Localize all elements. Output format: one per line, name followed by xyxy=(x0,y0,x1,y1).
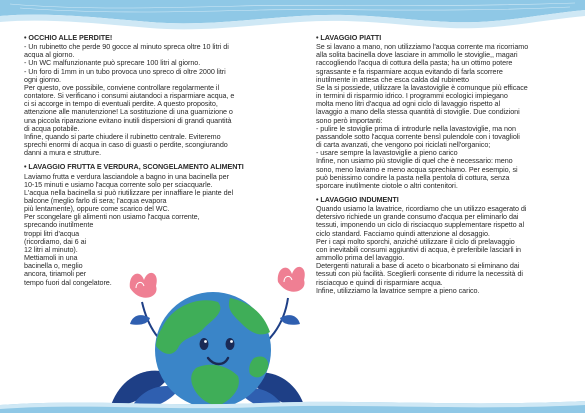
text-line: sono, meno laviamo e meno acqua sprechiamo. Per esempio, si xyxy=(316,164,518,174)
text-line: bacinella o, meglio xyxy=(24,261,83,271)
dishes-body xyxy=(316,43,566,190)
text-line: tessuti con più facilità. Sceglierli consente di ridurre la necessità di xyxy=(316,269,523,279)
text-line: Se si lavano a mano, non utilizziamo l'acqua corrente ma ricorriamo xyxy=(316,42,529,52)
text-line: - Un foro di 1mm in un tubo provoca uno spreco di oltre 2000 litri xyxy=(24,66,226,76)
text-line: molta meno litri d'acqua ad ogni ciclo di lavaggio rispetto al xyxy=(316,99,501,109)
dishes-section xyxy=(316,34,566,190)
text-line: Per scongelare gli alimenti non usiamo l'acqua corrente, xyxy=(24,212,200,222)
text-line: Laviamo frutta e verdura lasciandole a bagno in una bacinella per xyxy=(24,171,229,181)
text-line: - usare sempre la lavastoviglie a pieno carico xyxy=(316,148,458,158)
text-line: sprecando inutilmente xyxy=(24,220,94,230)
text-line: - Un rubinetto che perde 90 gocce al minuto spreca oltre 10 litri di xyxy=(24,42,229,52)
leaks-body xyxy=(24,43,294,157)
text-line: tempo fuori dal congelatore. xyxy=(24,277,112,287)
text-line: Se la si possiede, utilizzare la lavastoviglie è comunque più efficace xyxy=(316,82,528,92)
text-line: ammollo prima del lavaggio. xyxy=(316,253,405,263)
leaf-left-icon xyxy=(110,371,172,408)
text-line: di carta avanzati, che vengono poi riciclati nell'organico; xyxy=(316,140,491,150)
text-line: ancora, tiriamoli per xyxy=(24,269,87,279)
text-line: Per questo, ove possibile, conviene controllare regolarmente il xyxy=(24,82,220,92)
text-line: - Un WC malfunzionante può sprecare 100 litri al giorno. xyxy=(24,58,201,68)
text-line: Quando usiamo la lavatrice, ricordiamo che un utilizzo esagerato di xyxy=(316,204,527,214)
text-line: tessuti, imponendo un ciclo di risciacquo supplementare rispetto al xyxy=(316,220,524,230)
dishes-title: • LAVAGGIO PIATTI xyxy=(316,33,382,42)
veg-body xyxy=(24,173,294,287)
earth-globe-icon xyxy=(155,292,271,408)
text-line: più lentamente), oppure come scarico del WC. xyxy=(24,204,170,214)
leaks-section xyxy=(24,34,294,157)
text-line: acqua al giorno. xyxy=(24,50,75,60)
text-line: con inevitabili consumi aggiuntivi di acqua, è preferibile lasciarli in xyxy=(316,244,521,254)
text-line: passandole sotto l'acqua corrente bensì pulendole con i tovaglioli xyxy=(316,131,520,141)
text-line: troppi litri d'acqua xyxy=(24,228,80,238)
text-line: 12 litri al minuto). xyxy=(24,244,78,254)
leaf-right-icon xyxy=(246,373,305,408)
text-line: lavaggio a mano della stessa quantità di stoviglie. Due condizioni xyxy=(316,107,520,117)
text-line: 10-15 minuti e usiamo l'acqua corrente solo per sciacquarle. xyxy=(24,179,213,189)
earth-face-icon xyxy=(200,338,235,364)
text-line: può benissimo condire la pasta nella pentola di cottura, senza xyxy=(316,172,510,182)
text-line: Detergenti naturali a base di aceto o bicarbonato si eliminano dai xyxy=(316,261,520,271)
text-line: sprechi enormi di acqua in caso di guasti o perdite, scongiurando xyxy=(24,140,228,150)
text-line: ciclo standard. Facciamo quindi attenzione al dosaggio. xyxy=(316,228,490,238)
text-line: Infine, quando si parte chiudere il rubinetto centrale. Eviteremo xyxy=(24,131,221,141)
bottom-wave-decoration xyxy=(0,393,585,413)
veg-section xyxy=(24,163,294,286)
text-line: raccogliendo l'acqua di cottura della pasta; ha un ottimo potere xyxy=(316,58,513,68)
top-wave-decoration xyxy=(0,0,585,34)
leaks-title: • OCCHIO ALLE PERDITE! xyxy=(24,33,113,42)
text-line: alla solita bacinella dove lasciare in ammollo le stoviglie,, magari xyxy=(316,50,518,60)
text-line: Infine, utilizziamo la lavatrice sempre a pieno carico. xyxy=(316,285,480,295)
text-line: Per i capi molto sporchi, anziché utilizzare il ciclo di prelavaggio xyxy=(316,236,515,246)
veg-title: • LAVAGGIO FRUTTA E VERDURA, SCONGELAMENTO ALIMENTI xyxy=(24,162,244,172)
text-line: inutilmente in attesa che esca calda dal rubinetto xyxy=(316,74,469,84)
text-line: (ricordiamo, dai 6 ai xyxy=(24,236,87,246)
laundry-body xyxy=(316,205,566,295)
text-line: una piccola riparazione evitano inutili dispersioni di grandi quantità xyxy=(24,115,232,125)
left-column xyxy=(24,34,294,293)
right-column xyxy=(316,34,566,301)
text-line: detersivo richiede un grande consumo d'acqua per eliminarlo dai xyxy=(316,212,519,222)
text-line: di acqua potabile. xyxy=(24,123,80,133)
text-line: Infine, non usiamo più stoviglie di quel che è necessario: meno xyxy=(316,156,513,166)
text-line: contatore. Si verificano i consumi aiutandoci a risparmiare acqua, e xyxy=(24,91,235,101)
text-line: in termini di risparmio idrico. I programmi ecologici impiegano xyxy=(316,91,508,101)
text-line: sgrassante e fa risparmiare acqua evitando di farla scorrere xyxy=(316,66,503,76)
leaf-left-inner-icon xyxy=(130,386,180,410)
leaf-right-inner-icon xyxy=(238,388,286,411)
text-line: balcone (meglio farlo di sera; l'acqua evapora xyxy=(24,195,167,205)
text-line: attenzione alle manutenzione! La sostituzione di una guarnizione o xyxy=(24,107,233,117)
text-line: - pulire le stoviglie prima di introdurle nella lavastoviglie, ma non xyxy=(316,123,516,133)
text-line: danni a mura e strutture. xyxy=(24,148,102,158)
text-line: sporcare inutilmente ciotole o altri contenitori. xyxy=(316,180,458,190)
laundry-section xyxy=(316,196,566,295)
text-line: L'acqua nella bacinella si può riutilizzare per innaffiare le piante del xyxy=(24,187,234,197)
text-line: ogni giorno. xyxy=(24,74,61,84)
text-line: risciacquo e quindi di risparmiare acqua. xyxy=(316,277,443,287)
laundry-title: • LAVAGGIO INDUMENTI xyxy=(316,194,399,204)
text-line: Mettiamoli in una xyxy=(24,253,78,263)
text-line: ci si accorge in tempo di eventuali perdite. A questo proposito, xyxy=(24,99,218,109)
text-line: sono però importanti: xyxy=(316,115,383,125)
